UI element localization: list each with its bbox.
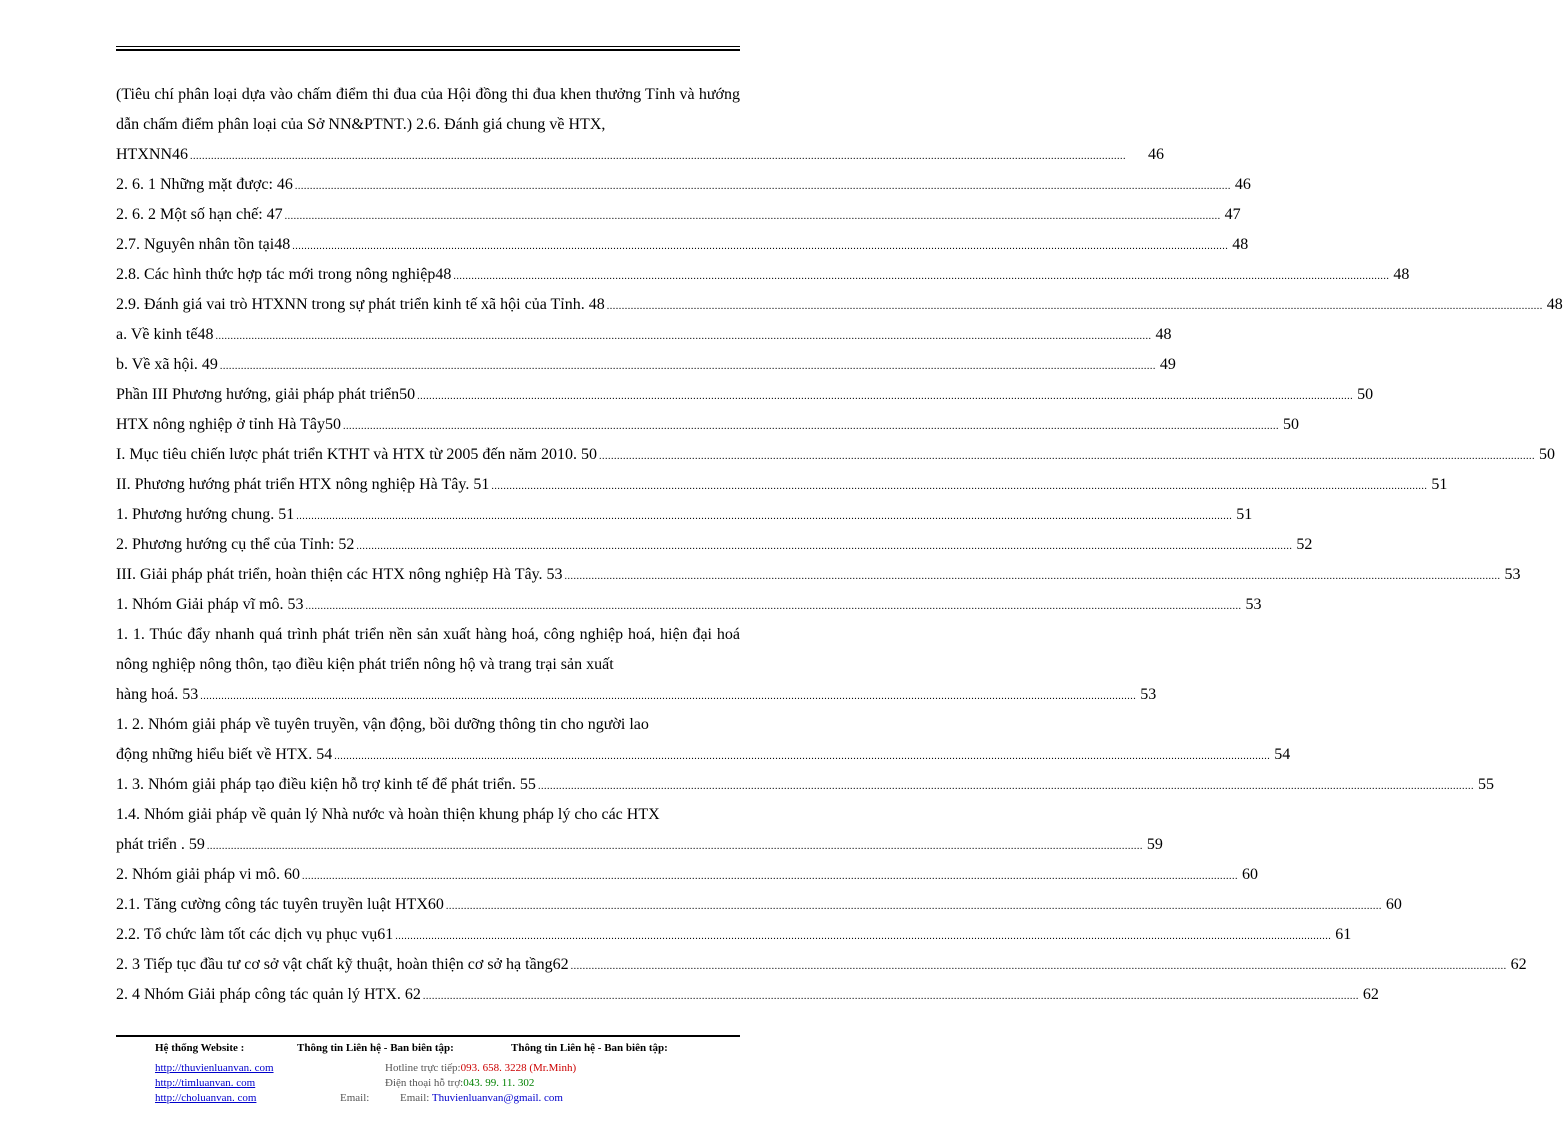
toc-entry-text: 2. 4 Nhóm Giải pháp công tác quản lý HTX. 62 bbox=[116, 986, 421, 1003]
toc-entry-text: 1. 2. Nhóm giải pháp về tuyên truyền, vận động, bồi dưỡng thông tin cho người lao bbox=[116, 716, 649, 733]
toc-entry[interactable] bbox=[116, 530, 1313, 560]
toc-entry[interactable] bbox=[116, 260, 1410, 290]
toc-leader bbox=[417, 382, 1353, 412]
toc-entry-text: II. Phương hướng phát triển HTX nông nghiệp Hà Tây. 51 bbox=[116, 476, 490, 493]
toc-intro-text: (Tiêu chí phân loại dựa vào chấm điểm thi đua của Hội đồng thi đua khen thưởng Tỉnh và hướng dẫn chấm điểm phân loại của Sở NN&PTNT.) 2.6. Đánh giá chung về HTX, bbox=[116, 86, 740, 133]
toc-page-number: 50 bbox=[1538, 446, 1555, 463]
toc-entry-text: 2. 3 Tiếp tục đầu tư cơ sở vật chất kỹ thuật, hoàn thiện cơ sở hạ tầng62 bbox=[116, 956, 569, 973]
toc-entry-text: 1. Nhóm Giải pháp vĩ mô. 53 bbox=[116, 596, 304, 613]
toc-entry-text-end: động những hiểu biết về HTX. 54 bbox=[116, 746, 333, 763]
toc-entry[interactable] bbox=[116, 470, 1448, 500]
toc-entry-text: HTXNN46 bbox=[116, 146, 188, 163]
toc-page-number: 59 bbox=[1146, 836, 1163, 853]
toc-leader bbox=[334, 742, 1270, 772]
toc-page-number: 47 bbox=[1224, 206, 1241, 223]
toc-leader bbox=[491, 472, 1427, 502]
toc-page-number: 62 bbox=[1510, 956, 1527, 973]
toc-page-number: 48 bbox=[1546, 296, 1563, 313]
toc-leader bbox=[599, 442, 1535, 472]
footer-link-choluanvan[interactable]: http://choluanvan. com bbox=[155, 1092, 257, 1104]
toc-entry-text-end: phát triển . 59 bbox=[116, 836, 205, 853]
toc-page-number: 48 bbox=[1155, 326, 1172, 343]
toc-leader bbox=[565, 562, 1501, 592]
toc-page-number: 60 bbox=[1241, 866, 1258, 883]
toc-entry-text: 1.4. Nhóm giải pháp về quản lý Nhà nước và hoàn thiện khung pháp lý cho các HTX bbox=[116, 806, 660, 823]
footer-websites-header: Hệ thống Website : bbox=[155, 1042, 245, 1054]
toc-entry-wrapped[interactable] bbox=[116, 800, 1163, 860]
toc-entry-text: 2. Nhóm giải pháp vi mô. 60 bbox=[116, 866, 300, 883]
toc-entry[interactable] bbox=[116, 170, 1251, 200]
email-value[interactable]: Thuvienluanvan@gmail. com bbox=[431, 1092, 563, 1104]
footer-contact-header: Thông tin Liên hệ - Ban biên tập: bbox=[297, 1042, 454, 1054]
header-rule bbox=[116, 46, 740, 52]
toc-entry-text: 2. 6. 2 Một số hạn chế: 47 bbox=[116, 206, 283, 223]
toc-leader bbox=[306, 592, 1242, 622]
toc-entry[interactable] bbox=[116, 410, 1300, 440]
toc-page-number: 55 bbox=[1477, 776, 1494, 793]
toc-entry[interactable] bbox=[116, 350, 1176, 380]
toc-page-number: 48 bbox=[1393, 266, 1410, 283]
toc-leader bbox=[215, 322, 1151, 352]
toc-page-number: 51 bbox=[1431, 476, 1448, 493]
toc-entry[interactable] bbox=[116, 890, 1402, 920]
toc-entry-text: 2. 6. 1 Những mặt được: 46 bbox=[116, 176, 293, 193]
toc-page-number: 53 bbox=[1504, 566, 1521, 583]
toc-entry-text: HTX nông nghiệp ở tỉnh Hà Tây50 bbox=[116, 416, 342, 433]
toc-entry-text: 2.9. Đánh giá vai trò HTXNN trong sự phát triển kinh tế xã hội của Tỉnh. 48 bbox=[116, 296, 605, 313]
toc-entry[interactable] bbox=[116, 560, 1521, 590]
toc-leader bbox=[395, 922, 1331, 952]
toc-leader bbox=[220, 352, 1156, 382]
toc-entry[interactable] bbox=[116, 230, 1249, 260]
toc-page-number: 50 bbox=[1357, 386, 1374, 403]
footer-rule bbox=[116, 1035, 740, 1037]
footer-email-label-mid: Email: bbox=[340, 1092, 370, 1104]
toc-page-number: 51 bbox=[1236, 506, 1253, 523]
toc-leader bbox=[538, 772, 1474, 802]
toc-entry[interactable] bbox=[116, 380, 1374, 410]
toc-leader bbox=[190, 142, 1126, 172]
toc-entry[interactable] bbox=[116, 320, 1172, 350]
toc-leader bbox=[200, 682, 1136, 712]
toc-entry-text-end: hàng hoá. 53 bbox=[116, 686, 199, 703]
phone-label: Điện thoại hỗ trợ: bbox=[385, 1077, 464, 1089]
toc-page-number: 52 bbox=[1296, 536, 1313, 553]
toc-entry[interactable] bbox=[116, 770, 1494, 800]
footer-link-timluanvan[interactable]: http://timluanvan. com bbox=[155, 1077, 256, 1089]
toc-page-number: 50 bbox=[1283, 416, 1300, 433]
toc-leader bbox=[423, 982, 1359, 1012]
toc-entry-text: 1. 1. Thúc đẩy nhanh quá trình phát triển nền sản xuất hàng hoá, công nghiệp hoá, hiện đại hoá nông nghiệp nông thôn, tạo điều kiện phát triển nông hộ và trang trại sản xuất bbox=[116, 626, 740, 673]
toc-entries bbox=[116, 170, 1563, 620]
toc-page-number: 61 bbox=[1335, 926, 1352, 943]
toc-entry[interactable] bbox=[116, 440, 1555, 470]
hotline-label: Hotline trực tiếp: bbox=[385, 1062, 461, 1074]
toc-page-number: 60 bbox=[1385, 896, 1402, 913]
footer-contact-header-2: Thông tin Liên hệ - Ban biên tập: bbox=[511, 1042, 668, 1054]
toc-leader bbox=[292, 232, 1228, 262]
toc-entry-text: III. Giải pháp phát triển, hoàn thiện các HTX nông nghiệp Hà Tây. 53 bbox=[116, 566, 563, 583]
toc-page-number: 54 bbox=[1274, 746, 1291, 763]
toc-leader bbox=[446, 892, 1382, 922]
phone-value: 043. 99. 11. 302 bbox=[463, 1077, 535, 1089]
toc-entry-text: b. Về xã hội. 49 bbox=[116, 356, 218, 373]
toc-leader bbox=[302, 862, 1238, 892]
footer-phone bbox=[385, 1077, 534, 1089]
toc-leader bbox=[295, 172, 1231, 202]
toc-leader bbox=[453, 262, 1389, 292]
toc-leader bbox=[343, 412, 1279, 442]
footer-email bbox=[400, 1092, 563, 1104]
toc-entry-wrapped[interactable] bbox=[116, 620, 1157, 710]
toc-page-number: 48 bbox=[1232, 236, 1249, 253]
footer-hotline bbox=[385, 1062, 576, 1074]
email-label: Email: bbox=[400, 1092, 430, 1104]
toc-entry[interactable] bbox=[116, 950, 1527, 980]
toc-leader bbox=[207, 832, 1143, 862]
toc-entry[interactable] bbox=[116, 980, 1379, 1010]
toc-entry[interactable] bbox=[116, 860, 1258, 890]
toc-page-number: 49 bbox=[1159, 356, 1176, 373]
toc-entry[interactable] bbox=[116, 500, 1253, 530]
toc-entry-text: 2.7. Nguyên nhân tồn tại48 bbox=[116, 236, 291, 253]
toc-leader bbox=[607, 292, 1543, 322]
toc-entry-text: 1. Phương hướng chung. 51 bbox=[116, 506, 295, 523]
toc-entry-text: 2. Phương hướng cụ thể của Tỉnh: 52 bbox=[116, 536, 355, 553]
toc-entry-text: 1. 3. Nhóm giải pháp tạo điều kiện hỗ trợ kinh tế để phát triển. 55 bbox=[116, 776, 536, 793]
toc-leader bbox=[285, 202, 1221, 232]
toc-leader bbox=[296, 502, 1232, 532]
toc-page-number: 53 bbox=[1245, 596, 1262, 613]
toc-entry-text: 2.1. Tăng cường công tác tuyên truyền luật HTX60 bbox=[116, 896, 444, 913]
toc-entry[interactable] bbox=[116, 200, 1241, 230]
toc-entry-text: a. Về kinh tế48 bbox=[116, 326, 214, 343]
toc-page-number: 46 bbox=[1234, 176, 1251, 193]
toc-entries bbox=[116, 860, 1527, 1010]
toc-entry-text: 2.8. Các hình thức hợp tác mới trong nông nghiệp48 bbox=[116, 266, 452, 283]
hotline-value: 093. 658. 3228 (Mr.Minh) bbox=[460, 1062, 577, 1074]
toc-leader bbox=[571, 952, 1507, 982]
toc-page-number: 62 bbox=[1362, 986, 1379, 1003]
toc-entry-wrapped[interactable] bbox=[116, 710, 1291, 770]
footer-link-thuvienluanvan[interactable]: http://thuvienluanvan. com bbox=[155, 1062, 274, 1074]
toc-leader bbox=[356, 532, 1292, 562]
toc-entry-text: I. Mục tiêu chiến lược phát triển KTHT và HTX từ 2005 đến năm 2010. 50 bbox=[116, 446, 597, 463]
toc-entry[interactable] bbox=[116, 140, 1164, 170]
toc-entry[interactable] bbox=[116, 590, 1262, 620]
toc-entry-text: 2.2. Tổ chức làm tốt các dịch vụ phục vụ61 bbox=[116, 926, 394, 943]
toc-entry[interactable] bbox=[116, 290, 1563, 320]
toc-entry-text: Phần III Phương hướng, giải pháp phát triển50 bbox=[116, 386, 416, 403]
toc-entry[interactable] bbox=[116, 920, 1352, 950]
toc-page-number: 46 bbox=[1148, 146, 1164, 163]
toc-page-number: 53 bbox=[1140, 686, 1157, 703]
table-of-contents bbox=[116, 80, 1563, 1010]
